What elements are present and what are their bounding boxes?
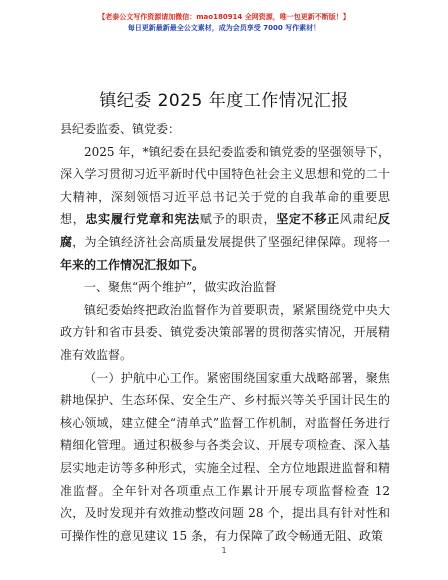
subsection-text-1: 紧密围绕国家重大战略部署，聚焦耕地保护、生态环保、安全生产、乡村振兴等关乎国计民生的核心领域，建立健全“清单式”监督工作机制，对监督任务进行精细化管理。通过积极参与各类会议、开展专项检查、深入基层实地走访等多种形式，实施全过程、全方位地跟进监督和精准监督。全年针对各项重点工作累计开展专项监督检查 12 次，及时发现并有效推动整改问题 28 个，提出具有针对性和可操作性的意见建议 15 条，有力保障了政令畅通无阻、政策 [60,370,390,543]
intro-text-8: 年来的工作情况汇报如下。 [60,257,205,272]
promo-line-blue: 每日更新最新最全公文素材，成为会员享受 7000 写作素材！ [127,24,321,32]
page-number: 1 [221,546,227,555]
document-body [60,118,390,547]
intro-text-6: 反腐 [60,212,390,249]
section-heading-1: 一、聚焦“两个维护”，做实政治监督 [84,280,277,295]
subsection-paragraph-1 [60,367,390,548]
intro-text-2: 忠实履行党章和宪法 [85,212,200,227]
promo-line-red: 【老泰公文写作资源请加微信：mao180914 全网资源，唯一包更新不断版！】 [98,13,350,21]
subsection-heading-1: （一）护航中心工作。 [84,370,207,385]
intro-text-5: 风肃纪 [339,212,378,227]
intro-text-1: 2025 年，*镇纪委在县纪委监委和镇党委的坚强领导下，深入学习贯彻习近平新时代中国特色社会主义思想和党的二十大精神，深刻领悟习近平总书记关于党的自我革命的重要思想， [60,144,390,227]
document-title: 镇纪委 2025 年度工作情况汇报 [99,91,349,111]
salutation: 县纪委监委、镇党委： [60,122,181,136]
intro-paragraph [60,141,390,277]
intro-text-7: ，为全镇经济社会高质量发展提供了坚强纪律保障。现将一 [72,234,390,249]
promo-banner [0,12,448,34]
section-paragraph-1: 镇纪委始终把政治监督作为首要职责，紧紧围绕党中央大政方针和省市县委、镇党委决策部署的贯彻落实情况，开展精准有效监督。 [60,302,390,362]
intro-text-4: 坚定不移正 [276,212,340,227]
intro-text-3: 赋予的职责， [199,212,277,227]
